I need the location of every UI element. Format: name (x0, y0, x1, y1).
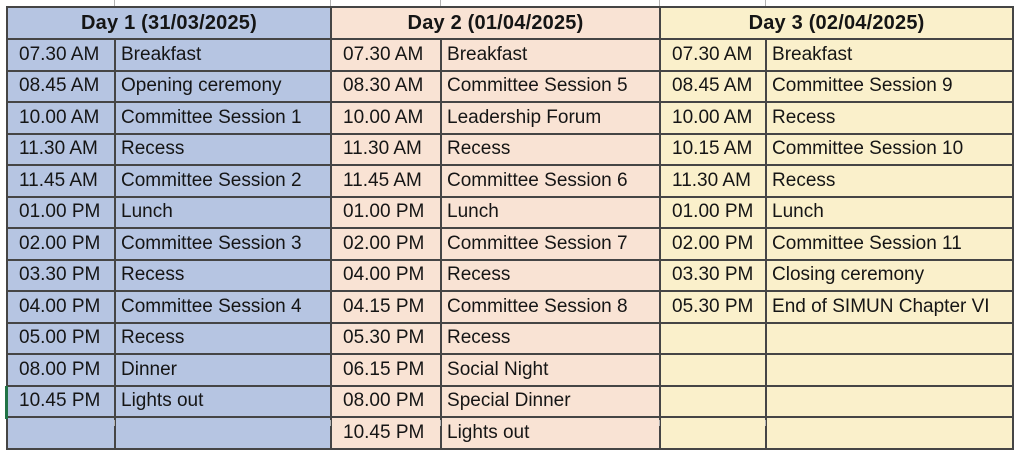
time-cell[interactable]: 02.00 PM (331, 228, 441, 260)
time-cell[interactable] (660, 354, 766, 386)
schedule-row (7, 323, 1013, 355)
event-cell[interactable]: Recess (115, 323, 331, 355)
event-cell[interactable] (766, 354, 1013, 386)
time-cell[interactable]: 08.00 PM (7, 354, 115, 386)
schedule-row (7, 291, 1013, 323)
time-cell[interactable]: 07.30 AM (331, 39, 441, 71)
event-cell[interactable]: Recess (766, 165, 1013, 197)
time-cell[interactable]: 05.00 PM (7, 323, 115, 355)
event-cell[interactable]: Committee Session 8 (441, 291, 660, 323)
header-row (7, 7, 1013, 39)
event-cell[interactable] (766, 417, 1013, 449)
event-cell[interactable]: Social Night (441, 354, 660, 386)
event-cell[interactable]: Dinner (115, 354, 331, 386)
time-cell[interactable]: 05.30 PM (331, 323, 441, 355)
event-cell[interactable]: Closing ceremony (766, 260, 1013, 292)
day3-header-cell[interactable]: Day 3 (02/04/2025) (660, 7, 1013, 39)
schedule-row (7, 417, 1013, 449)
gridline-tick (765, 420, 766, 426)
day2-header-cell[interactable]: Day 2 (01/04/2025) (331, 7, 660, 39)
schedule-row (7, 39, 1013, 71)
event-cell[interactable]: Lunch (766, 197, 1013, 229)
event-cell[interactable] (766, 323, 1013, 355)
time-cell[interactable]: 07.30 AM (7, 39, 115, 71)
schedule-row (7, 102, 1013, 134)
event-cell[interactable]: Leadership Forum (441, 102, 660, 134)
time-cell[interactable]: 11.30 AM (331, 134, 441, 166)
time-cell[interactable]: 02.00 PM (7, 228, 115, 260)
event-cell[interactable]: Lunch (441, 197, 660, 229)
event-cell[interactable]: Committee Session 3 (115, 228, 331, 260)
event-cell[interactable]: Committee Session 2 (115, 165, 331, 197)
gridline-tick (659, 420, 660, 426)
event-cell[interactable]: Committee Session 1 (115, 102, 331, 134)
day1-header-cell[interactable]: Day 1 (31/03/2025) (7, 7, 331, 39)
time-cell[interactable]: 11.30 AM (660, 165, 766, 197)
event-cell[interactable]: Special Dinner (441, 386, 660, 418)
gridline-tick (114, 420, 115, 426)
time-cell[interactable]: 10.45 PM (7, 386, 115, 418)
time-cell[interactable]: 10.15 AM (660, 134, 766, 166)
event-cell[interactable]: End of SIMUN Chapter VI (766, 291, 1013, 323)
time-cell[interactable]: 04.00 PM (331, 260, 441, 292)
event-cell[interactable]: Recess (766, 102, 1013, 134)
schedule-row (7, 228, 1013, 260)
gridline-tick (330, 0, 331, 6)
time-cell[interactable]: 05.30 PM (660, 291, 766, 323)
schedule-row (7, 197, 1013, 229)
time-cell[interactable]: 01.00 PM (7, 197, 115, 229)
gridline-tick (440, 420, 441, 426)
event-cell[interactable]: Committee Session 11 (766, 228, 1013, 260)
event-cell[interactable]: Committee Session 7 (441, 228, 660, 260)
event-cell[interactable]: Breakfast (115, 39, 331, 71)
event-cell[interactable]: Committee Session 4 (115, 291, 331, 323)
time-cell[interactable] (7, 417, 115, 449)
time-cell[interactable] (660, 323, 766, 355)
event-cell[interactable] (115, 417, 331, 449)
event-cell[interactable]: Committee Session 6 (441, 165, 660, 197)
event-cell[interactable]: Committee Session 9 (766, 71, 1013, 103)
time-cell[interactable]: 11.45 AM (331, 165, 441, 197)
time-cell[interactable] (660, 417, 766, 449)
schedule-row (7, 260, 1013, 292)
gridline-tick (659, 0, 660, 6)
schedule-table (6, 6, 1014, 450)
event-cell[interactable]: Opening ceremony (115, 71, 331, 103)
event-cell[interactable]: Recess (441, 134, 660, 166)
time-cell[interactable] (660, 386, 766, 418)
event-cell[interactable]: Recess (115, 260, 331, 292)
gridline-tick (765, 0, 766, 6)
event-cell[interactable]: Lights out (115, 386, 331, 418)
event-cell[interactable]: Committee Session 10 (766, 134, 1013, 166)
time-cell[interactable]: 08.00 PM (331, 386, 441, 418)
time-cell[interactable]: 08.30 AM (331, 71, 441, 103)
time-cell[interactable]: 10.00 AM (660, 102, 766, 134)
time-cell[interactable]: 08.45 AM (660, 71, 766, 103)
event-cell[interactable]: Breakfast (441, 39, 660, 71)
event-cell[interactable]: Lights out (441, 417, 660, 449)
schedule-row (7, 71, 1013, 103)
event-cell[interactable]: Recess (441, 260, 660, 292)
event-cell[interactable]: Breakfast (766, 39, 1013, 71)
time-cell[interactable]: 03.30 PM (660, 260, 766, 292)
schedule-row (7, 354, 1013, 386)
schedule-row (7, 134, 1013, 166)
time-cell[interactable]: 04.00 PM (7, 291, 115, 323)
event-cell[interactable]: Committee Session 5 (441, 71, 660, 103)
time-cell[interactable]: 04.15 PM (331, 291, 441, 323)
time-cell[interactable]: 07.30 AM (660, 39, 766, 71)
schedule-row (7, 386, 1013, 418)
time-cell[interactable]: 03.30 PM (7, 260, 115, 292)
time-cell[interactable]: 10.45 PM (331, 417, 441, 449)
gridline-tick (114, 0, 115, 6)
time-cell[interactable]: 01.00 PM (331, 197, 441, 229)
event-cell[interactable] (766, 386, 1013, 418)
time-cell[interactable]: 10.00 AM (331, 102, 441, 134)
event-cell[interactable]: Lunch (115, 197, 331, 229)
gridline-tick (330, 420, 331, 426)
active-cell-indicator (5, 386, 8, 419)
event-cell[interactable]: Recess (441, 323, 660, 355)
time-cell[interactable]: 11.45 AM (7, 165, 115, 197)
time-cell[interactable]: 06.15 PM (331, 354, 441, 386)
schedule-row (7, 165, 1013, 197)
time-cell[interactable]: 01.00 PM (660, 197, 766, 229)
event-cell[interactable]: Recess (115, 134, 331, 166)
time-cell[interactable]: 11.30 AM (7, 134, 115, 166)
time-cell[interactable]: 02.00 PM (660, 228, 766, 260)
time-cell[interactable]: 08.45 AM (7, 71, 115, 103)
time-cell[interactable]: 10.00 AM (7, 102, 115, 134)
gridline-tick (440, 0, 441, 6)
